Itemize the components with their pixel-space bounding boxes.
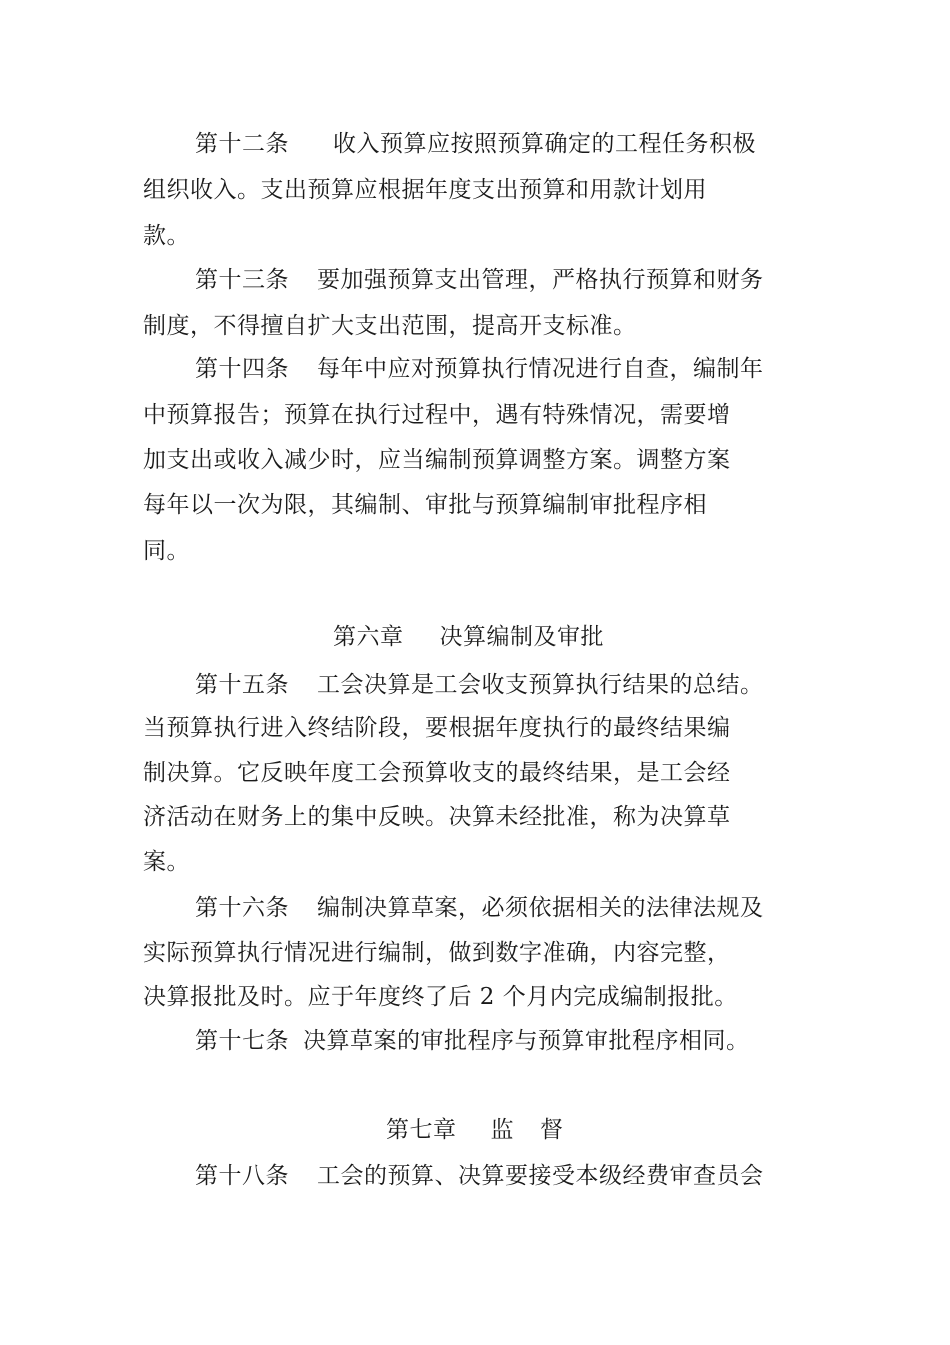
chapter-number: 第六章 [333, 624, 404, 650]
article-13-first-line [195, 264, 764, 296]
article-text: 决算草案的审批程序与预算审批程序相同。 [303, 1028, 750, 1054]
article-number: 第十三条 [195, 267, 289, 293]
chapter-6-heading [333, 621, 604, 653]
chapter-title-part: 监 [490, 1117, 514, 1143]
article-15-line: 济活动在财务上的集中反映。决算未经批准，称为决算草 [143, 804, 731, 830]
article-number: 第十八条 [195, 1163, 289, 1189]
article-14-line: 同。 [143, 538, 190, 564]
article-12-first-line [195, 128, 756, 160]
article-text: 编制决算草案，必须依据相关的法律法规及 [317, 895, 764, 921]
article-15-first-line [195, 669, 764, 701]
article-17-first-line [195, 1025, 750, 1057]
article-12-line: 款。 [143, 223, 190, 249]
article-text: 工会的预算、决算要接受本级经费审查员会 [317, 1163, 764, 1189]
article-18-first-line [195, 1160, 764, 1192]
article-text: 收入预算应按照预算确定的工程任务积极 [333, 131, 756, 157]
article-15-line: 制决算。它反映年度工会预算收支的最终结果，是工会经 [143, 760, 731, 786]
article-text: 每年中应对预算执行情况进行自查，编制年 [317, 356, 764, 382]
article-14-line: 中预算报告；预算在执行过程中，遇有特殊情况，需要增 [143, 402, 731, 428]
article-14-line: 每年以一次为限，其编制、审批与预算编制审批程序相 [143, 492, 707, 518]
article-15-line: 当预算执行进入终结阶段，要根据年度执行的最终结果编 [143, 715, 731, 741]
article-number: 第十七条 [195, 1028, 289, 1054]
article-number: 第十五条 [195, 672, 289, 698]
article-text: 工会决算是工会收支预算执行结果的总结。 [317, 672, 764, 698]
chapter-title-part: 督 [540, 1117, 564, 1143]
article-14-line: 加支出或收入减少时，应当编制预算调整方案。调整方案 [143, 447, 731, 473]
article-14-first-line [195, 353, 764, 385]
article-16-first-line [195, 892, 764, 924]
article-12-line: 组织收入。支出预算应根据年度支出预算和用款计划用 [143, 177, 707, 203]
article-number: 第十四条 [195, 356, 289, 382]
article-number: 第十六条 [195, 895, 289, 921]
article-13-line: 制度，不得擅自扩大支出范围，提高开支标准。 [143, 313, 637, 339]
article-16-line: 实际预算执行情况进行编制，做到数字准确，内容完整， [143, 940, 731, 966]
chapter-7-heading [386, 1114, 564, 1146]
article-text: 要加强预算支出管理，严格执行预算和财务 [317, 267, 764, 293]
chapter-number: 第七章 [386, 1117, 457, 1143]
chapter-title: 决算编制及审批 [439, 624, 604, 650]
article-16-line: 决算报批及时。应于年度终了后 2 个月内完成编制报批。 [143, 984, 738, 1010]
article-15-line: 案。 [143, 849, 190, 875]
article-number: 第十二条 [195, 131, 289, 157]
